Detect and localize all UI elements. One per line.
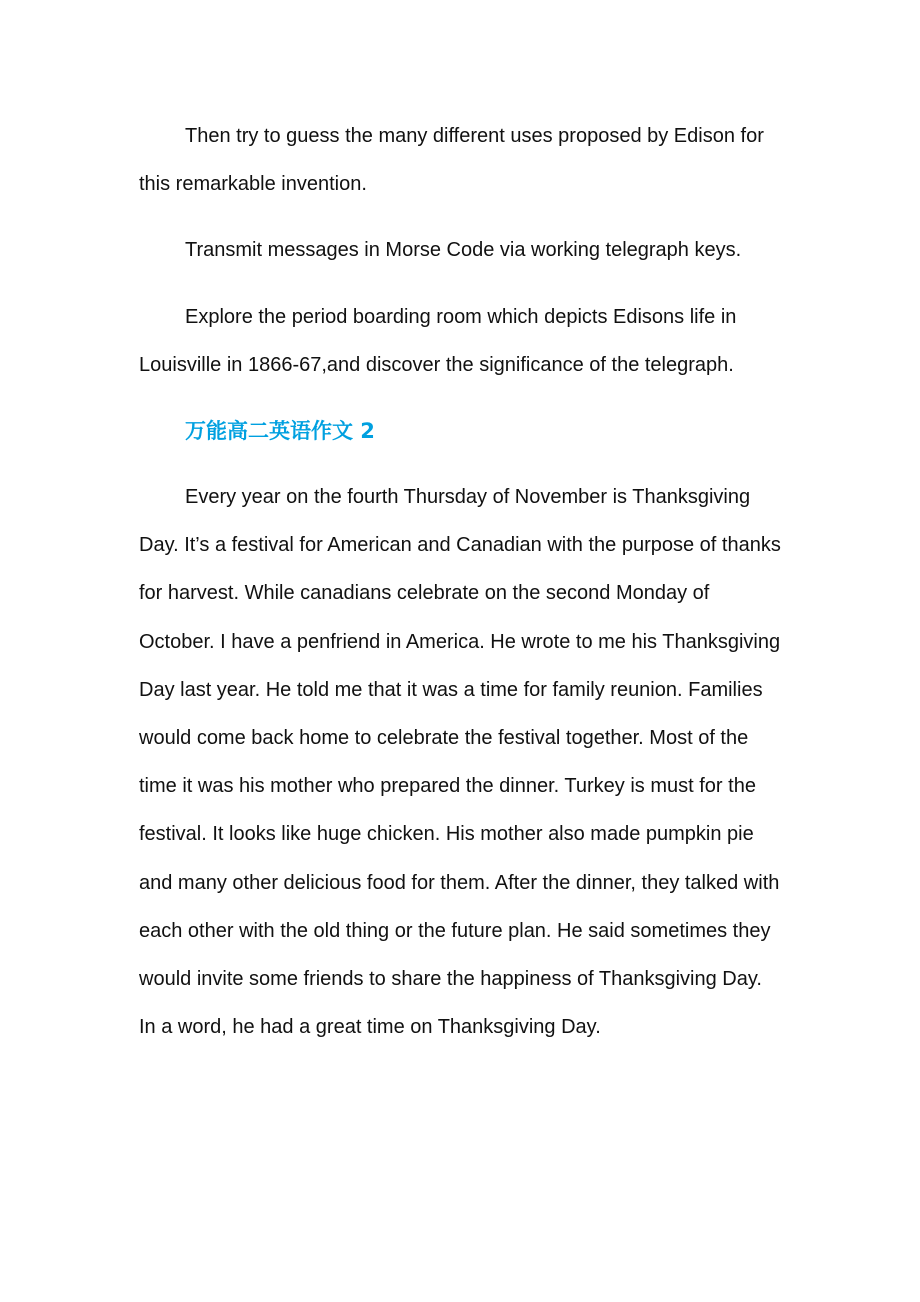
section-heading: 万能高二英语作文 2 bbox=[185, 419, 375, 444]
paragraph-thanksgiving-essay: Every year on the fourth Thursday of November is Thanksgiving Day. It’s a festival for American and Canadian with the purpose of thanks for harvest. While canadians celebrate on the second Monday of October. I have a penfriend in America. He wrote to me his Thanksgiving Day last year. He told me that it was a time for family reunion. Families would come back home to celebrate the festival together. Most of the time it was his mother who prepared the dinner. Turkey is must for the festival. It looks like huge chicken. His mother also made pumpkin pie and many other delicious food for them. After the dinner, they talked with each other with the old thing or the future plan. He said sometimes they would invite some friends to share the happiness of Thanksgiving Day. In a word, he had a great time on Thanksgiving Day. bbox=[139, 486, 781, 1039]
paragraph-morse-code: Transmit messages in Morse Code via working telegraph keys. bbox=[185, 239, 742, 262]
paragraph-gap bbox=[139, 275, 781, 293]
paragraph-gap bbox=[139, 208, 781, 226]
paragraph-edison-uses: Then try to guess the many different uses proposed by Edison for this remarkable invention. bbox=[139, 125, 764, 196]
paragraph-boarding-room: Explore the period boarding room which depicts Edisons life in Louisville in 1866-67,and discover the significance of the telegraph. bbox=[139, 305, 737, 376]
document-body bbox=[139, 112, 781, 1051]
paragraph-gap bbox=[139, 455, 781, 473]
paragraph-gap bbox=[139, 389, 781, 407]
